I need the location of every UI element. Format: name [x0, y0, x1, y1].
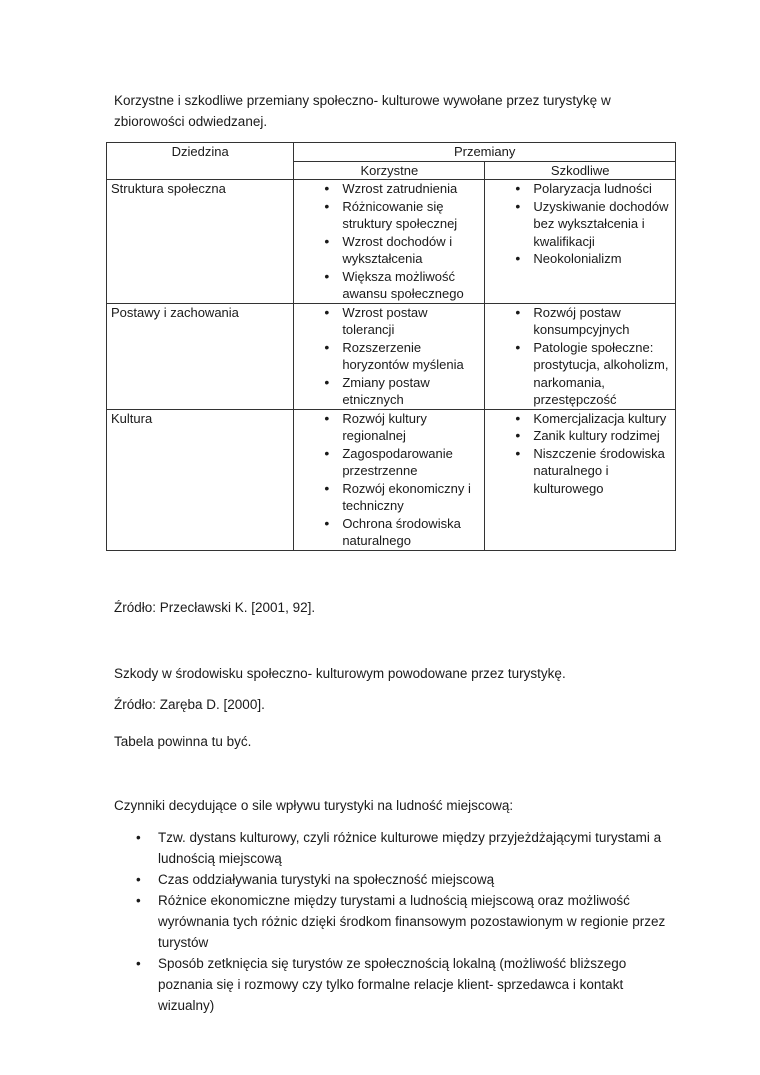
list-item: • Rozszerzenie horyzontów myślenia	[324, 339, 480, 374]
list-item: • Zanik kultury rodzimej	[515, 427, 671, 445]
beneficial-cell	[294, 303, 485, 409]
list-item: • Wzrost postaw tolerancji	[324, 304, 480, 339]
table-row	[107, 409, 676, 550]
beneficial-cell	[294, 409, 485, 550]
list-item: • Niszczenie środowiska naturalnego i kulturowego	[515, 445, 671, 498]
list-item: • Tzw. dystans kulturowy, czyli różnice kulturowe między przyjeżdżającymi turystami a ludnością miejscową	[136, 827, 666, 869]
list-item: • Sposób zetknięcia się turystów ze społecznością lokalną (możliwość bliższego poznania się i rozmowy czy tylko formalne relacje klient- sprzedawca i kontakt wizualny)	[136, 953, 666, 1016]
header-domain: Dziedzina	[107, 143, 294, 180]
list-item: • Czas oddziaływania turystyki na społeczność miejscową	[136, 869, 666, 890]
list-item: • Większa możliwość awansu społecznego	[324, 268, 480, 303]
table-row	[107, 303, 676, 409]
list-item: • Rozwój ekonomiczny i techniczny	[324, 480, 480, 515]
source-citation-1: Źródło: Przecławski K. [2001, 92].	[114, 600, 316, 615]
source-citation-2: Źródło: Zaręba D. [2000].	[114, 697, 265, 712]
section-heading-factors: Czynniki decydujące o sile wpływu turystyki na ludność miejscową:	[114, 798, 514, 813]
list-item: • Uzyskiwanie dochodów bez wykształcenia i kwalifikacji	[515, 198, 671, 251]
list-item: • Wzrost dochodów i wykształcenia	[324, 233, 480, 268]
list-item: • Komercjalizacja kultury	[515, 410, 671, 428]
transformations-table	[106, 142, 676, 551]
list-item: • Różnice ekonomiczne między turystami a ludnością miejscową oraz możliwość wyrównania tych różnic dzięki środkom finansowym pozostawionym w regionie przez turystów	[136, 890, 666, 953]
list-item: • Zmiany postaw etnicznych	[324, 374, 480, 409]
list-item: • Różnicowanie się struktury społecznej	[324, 198, 480, 233]
list-item: • Rozwój postaw konsumpcyjnych	[515, 304, 671, 339]
header-harmful: Szkodliwe	[485, 161, 676, 180]
domain-cell: Kultura	[107, 409, 294, 550]
beneficial-cell	[294, 180, 485, 304]
list-item: • Wzrost zatrudnienia	[324, 180, 480, 198]
list-item: • Polaryzacja ludności	[515, 180, 671, 198]
list-item: • Ochrona środowiska naturalnego	[324, 515, 480, 550]
placeholder-note: Tabela powinna tu być.	[114, 734, 252, 749]
harmful-cell	[485, 180, 676, 304]
factors-list	[136, 827, 666, 1016]
list-item: • Zagospodarowanie przestrzenne	[324, 445, 480, 480]
harmful-cell	[485, 409, 676, 550]
table-header-row	[107, 143, 676, 162]
header-beneficial: Korzystne	[294, 161, 485, 180]
table-row	[107, 180, 676, 304]
list-item: • Neokolonializm	[515, 250, 671, 268]
harmful-cell	[485, 303, 676, 409]
section-heading-damages: Szkody w środowisku społeczno- kulturowym powodowane przez turystykę.	[114, 666, 566, 681]
list-item: • Rozwój kultury regionalnej	[324, 410, 480, 445]
header-changes: Przemiany	[294, 143, 676, 162]
domain-cell: Postawy i zachowania	[107, 303, 294, 409]
domain-cell: Struktura społeczna	[107, 180, 294, 304]
intro-paragraph: Korzystne i szkodliwe przemiany społeczno- kulturowe wywołane przez turystykę w zbiorowości odwiedzanej.	[114, 93, 611, 129]
list-item: • Patologie społeczne: prostytucja, alkoholizm, narkomania, przestępczość	[515, 339, 671, 409]
